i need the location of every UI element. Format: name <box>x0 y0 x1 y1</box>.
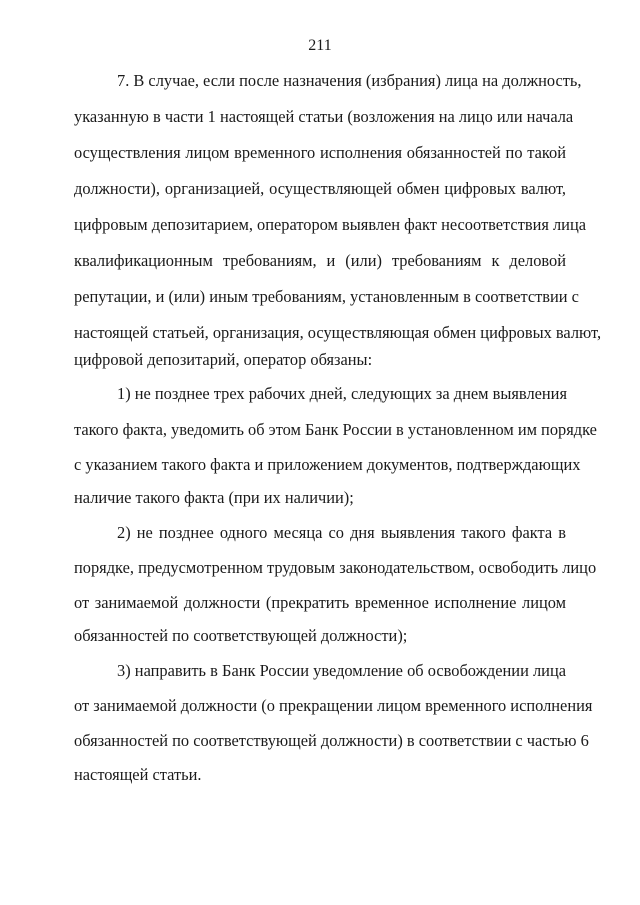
text-line: с указанием такого факта и приложением документов, подтверждающих <box>74 455 581 474</box>
text-line: 3) направить в Банк России уведомление об освобождении лица <box>117 661 566 680</box>
text-line: наличие такого факта (при их наличии); <box>74 488 354 507</box>
text-line: от занимаемой должности (прекратить временное исполнение лицом <box>74 593 566 612</box>
text-line: должности), организацией, осуществляющей обмен цифровых валют, <box>74 179 566 198</box>
text-line: квалификационным требованиям, и (или) требованиям к деловой <box>74 251 566 270</box>
text-line: от занимаемой должности (о прекращении лицом временного исполнения <box>74 696 593 715</box>
text-line: осуществления лицом временного исполнения обязанностей по такой <box>74 143 566 162</box>
text-line: обязанностей по соответствующей должности) в соответствии с частью 6 <box>74 731 589 750</box>
text-line: настоящей статьей, организация, осуществляющая обмен цифровых валют, <box>74 323 602 342</box>
text-line: настоящей статьи. <box>74 765 202 784</box>
text-line: цифровым депозитарием, оператором выявлен факт несоответствия лица <box>74 215 586 234</box>
text-line: 1) не позднее трех рабочих дней, следующих за днем выявления <box>117 384 567 403</box>
text-line: 7. В случае, если после назначения (избрания) лица на должность, <box>117 71 582 90</box>
text-line: цифровой депозитарий, оператор обязаны: <box>74 350 373 369</box>
text-line: 2) не позднее одного месяца со дня выявления такого факта в <box>117 523 566 542</box>
text-line: такого факта, уведомить об этом Банк России в установленном им порядке <box>74 420 597 439</box>
text-line: указанную в части 1 настоящей статьи (возложения на лицо или начала <box>74 107 574 126</box>
text-line: обязанностей по соответствующей должности); <box>74 626 408 645</box>
page-number: 211 <box>308 37 332 54</box>
text-line: репутации, и (или) иным требованиям, установленным в соответствии с <box>74 287 579 306</box>
text-line: порядке, предусмотренном трудовым законодательством, освободить лицо <box>74 558 597 577</box>
